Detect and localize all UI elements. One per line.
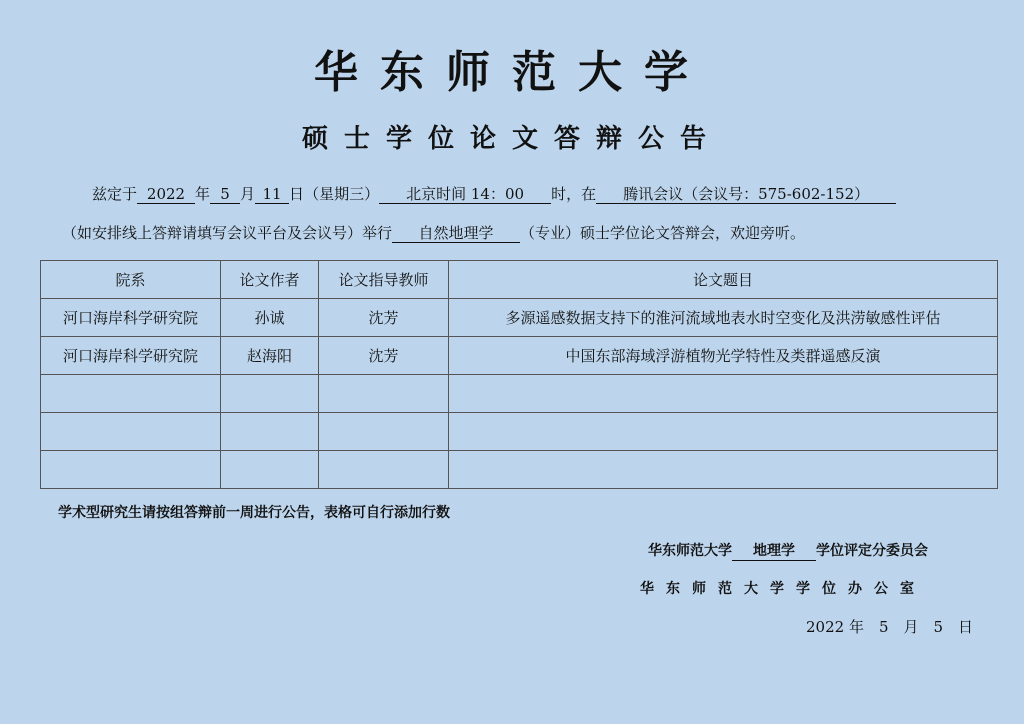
cell-advisor (319, 375, 449, 413)
notice-day: 11 (255, 185, 289, 204)
office-signature: 华东师范大学学位办公室 (640, 581, 926, 597)
cell-department (41, 375, 221, 413)
cell-department (41, 413, 221, 451)
cell-thesis-title: 多源遥感数据支持下的淮河流域地表水时空变化及洪涝敏感性评估 (449, 299, 998, 337)
notice-time-suffix: 时，在 (551, 185, 597, 203)
cell-department (41, 451, 221, 489)
committee-signature (648, 540, 928, 561)
cell-thesis-title (449, 451, 998, 489)
notice-month: 5 (210, 185, 240, 204)
cell-author (221, 413, 319, 451)
cell-advisor: 沈芳 (319, 299, 449, 337)
committee-field: 地理学 (732, 542, 816, 561)
notice-time: 北京时间 14：00 (379, 185, 551, 204)
cell-thesis-title (449, 413, 998, 451)
table-row (41, 451, 998, 489)
page-title: 华东师范大学 (314, 47, 710, 98)
notice-day-unit: 日 (289, 185, 305, 203)
header-department: 院系 (41, 261, 221, 299)
table-header-row (41, 261, 998, 299)
notice-year-unit: 年 (195, 185, 211, 203)
notice-prefix: 兹定于 (92, 185, 138, 203)
page-subtitle: 硕士学位论文答辩公告 (301, 124, 722, 154)
table-row (41, 337, 998, 375)
cell-advisor: 沈芳 (319, 337, 449, 375)
notice-weekday: （星期三） (304, 185, 380, 203)
notice-line-1 (92, 183, 896, 204)
cell-thesis-title: 中国东部海域浮游植物光学特性及类群遥感反演 (449, 337, 998, 375)
cell-advisor (319, 451, 449, 489)
table-row (41, 299, 998, 337)
notice-venue: 腾讯会议（会议号：575-602-152） (596, 185, 896, 204)
notice-month-unit: 月 (240, 185, 256, 203)
cell-author: 孙诚 (221, 299, 319, 337)
header-advisor: 论文指导教师 (319, 261, 449, 299)
notice-closing: （专业）硕士学位论文答辩会，欢迎旁听。 (520, 224, 806, 242)
committee-suffix: 学位评定分委员会 (816, 543, 928, 559)
table-row (41, 375, 998, 413)
committee-prefix: 华东师范大学 (648, 543, 732, 559)
footer-note: 学术型研究生请按组答辩前一周进行公告，表格可自行添加行数 (58, 505, 450, 521)
issue-date: 2022 年 5 月 5 日 (806, 618, 974, 636)
notice-line-2 (62, 222, 805, 243)
cell-advisor (319, 413, 449, 451)
cell-thesis-title (449, 375, 998, 413)
header-author: 论文作者 (221, 261, 319, 299)
cell-author (221, 375, 319, 413)
cell-author (221, 451, 319, 489)
notice-online-note: （如安排线上答辩请填写会议平台及会议号）举行 (62, 224, 393, 242)
cell-department: 河口海岸科学研究院 (41, 299, 221, 337)
notice-year: 2022 (137, 185, 195, 204)
table-row (41, 413, 998, 451)
notice-major: 自然地理学 (392, 224, 520, 243)
header-thesis-title: 论文题目 (449, 261, 998, 299)
defense-table (40, 260, 998, 489)
cell-author: 赵海阳 (221, 337, 319, 375)
cell-department: 河口海岸科学研究院 (41, 337, 221, 375)
